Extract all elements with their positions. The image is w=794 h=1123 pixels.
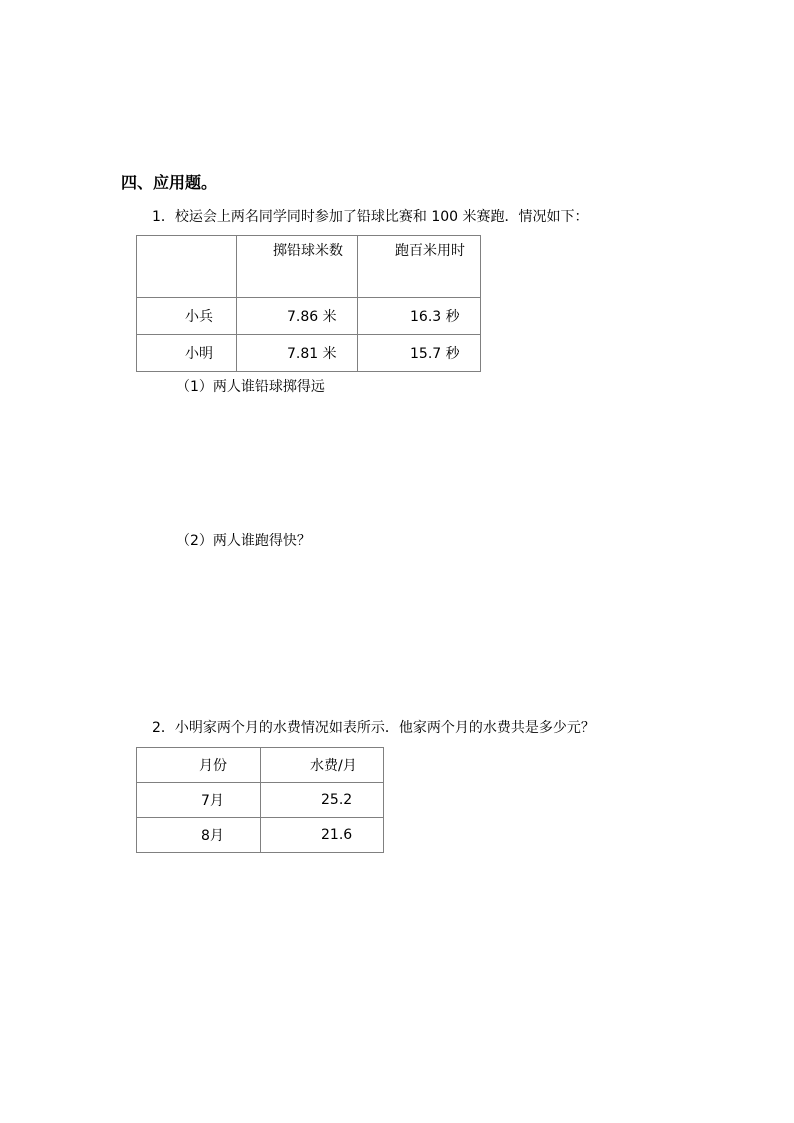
fee-cell: 25.2 xyxy=(321,792,353,808)
table-cell xyxy=(137,783,261,818)
table-header-cell xyxy=(137,236,237,298)
question-2-table xyxy=(136,747,384,853)
header-shot-put: 掷铅球米数 xyxy=(273,243,343,259)
table-header-cell xyxy=(358,236,481,298)
table-cell xyxy=(137,298,237,335)
name-cell: 小兵 xyxy=(185,309,213,325)
table-cell xyxy=(261,818,384,853)
table-row xyxy=(137,818,384,853)
question-1-table xyxy=(136,235,481,372)
header-water-fee: 水费/月 xyxy=(310,758,357,774)
table-cell xyxy=(261,783,384,818)
table-header-cell xyxy=(137,748,261,783)
question-1-text: 1．校运会上两名同学同时参加了铅球比赛和 100 米赛跑．情况如下： xyxy=(152,209,589,225)
table-header-row xyxy=(137,748,384,783)
section-title: 四、应用题。 xyxy=(121,173,218,192)
table-cell xyxy=(237,335,358,372)
header-sprint-time: 跑百米用时 xyxy=(395,243,465,259)
table-header-cell xyxy=(261,748,384,783)
header-month: 月份 xyxy=(199,758,227,774)
month-cell: 8月 xyxy=(201,828,224,844)
table-row xyxy=(137,783,384,818)
table-header-cell xyxy=(237,236,358,298)
shot-put-cell: 7.81 米 xyxy=(287,346,337,362)
table-cell xyxy=(237,298,358,335)
fee-cell: 21.6 xyxy=(321,827,353,843)
table-cell xyxy=(137,335,237,372)
table-cell xyxy=(137,818,261,853)
table-cell xyxy=(358,335,481,372)
table-row xyxy=(137,298,481,335)
question-2-text: 2．小明家两个月的水费情况如表所示．他家两个月的水费共是多少元？ xyxy=(152,720,595,736)
table-header-row xyxy=(137,236,481,298)
sprint-cell: 15.7 秒 xyxy=(410,346,460,362)
table-cell xyxy=(358,298,481,335)
month-cell: 7月 xyxy=(201,793,224,809)
sub-question-1: （1）两人谁铅球掷得远 xyxy=(176,379,325,395)
shot-put-cell: 7.86 米 xyxy=(287,309,337,325)
sprint-cell: 16.3 秒 xyxy=(410,309,460,325)
table-row xyxy=(137,335,481,372)
sub-question-2: （2）两人谁跑得快？ xyxy=(176,533,311,549)
name-cell: 小明 xyxy=(185,346,213,362)
